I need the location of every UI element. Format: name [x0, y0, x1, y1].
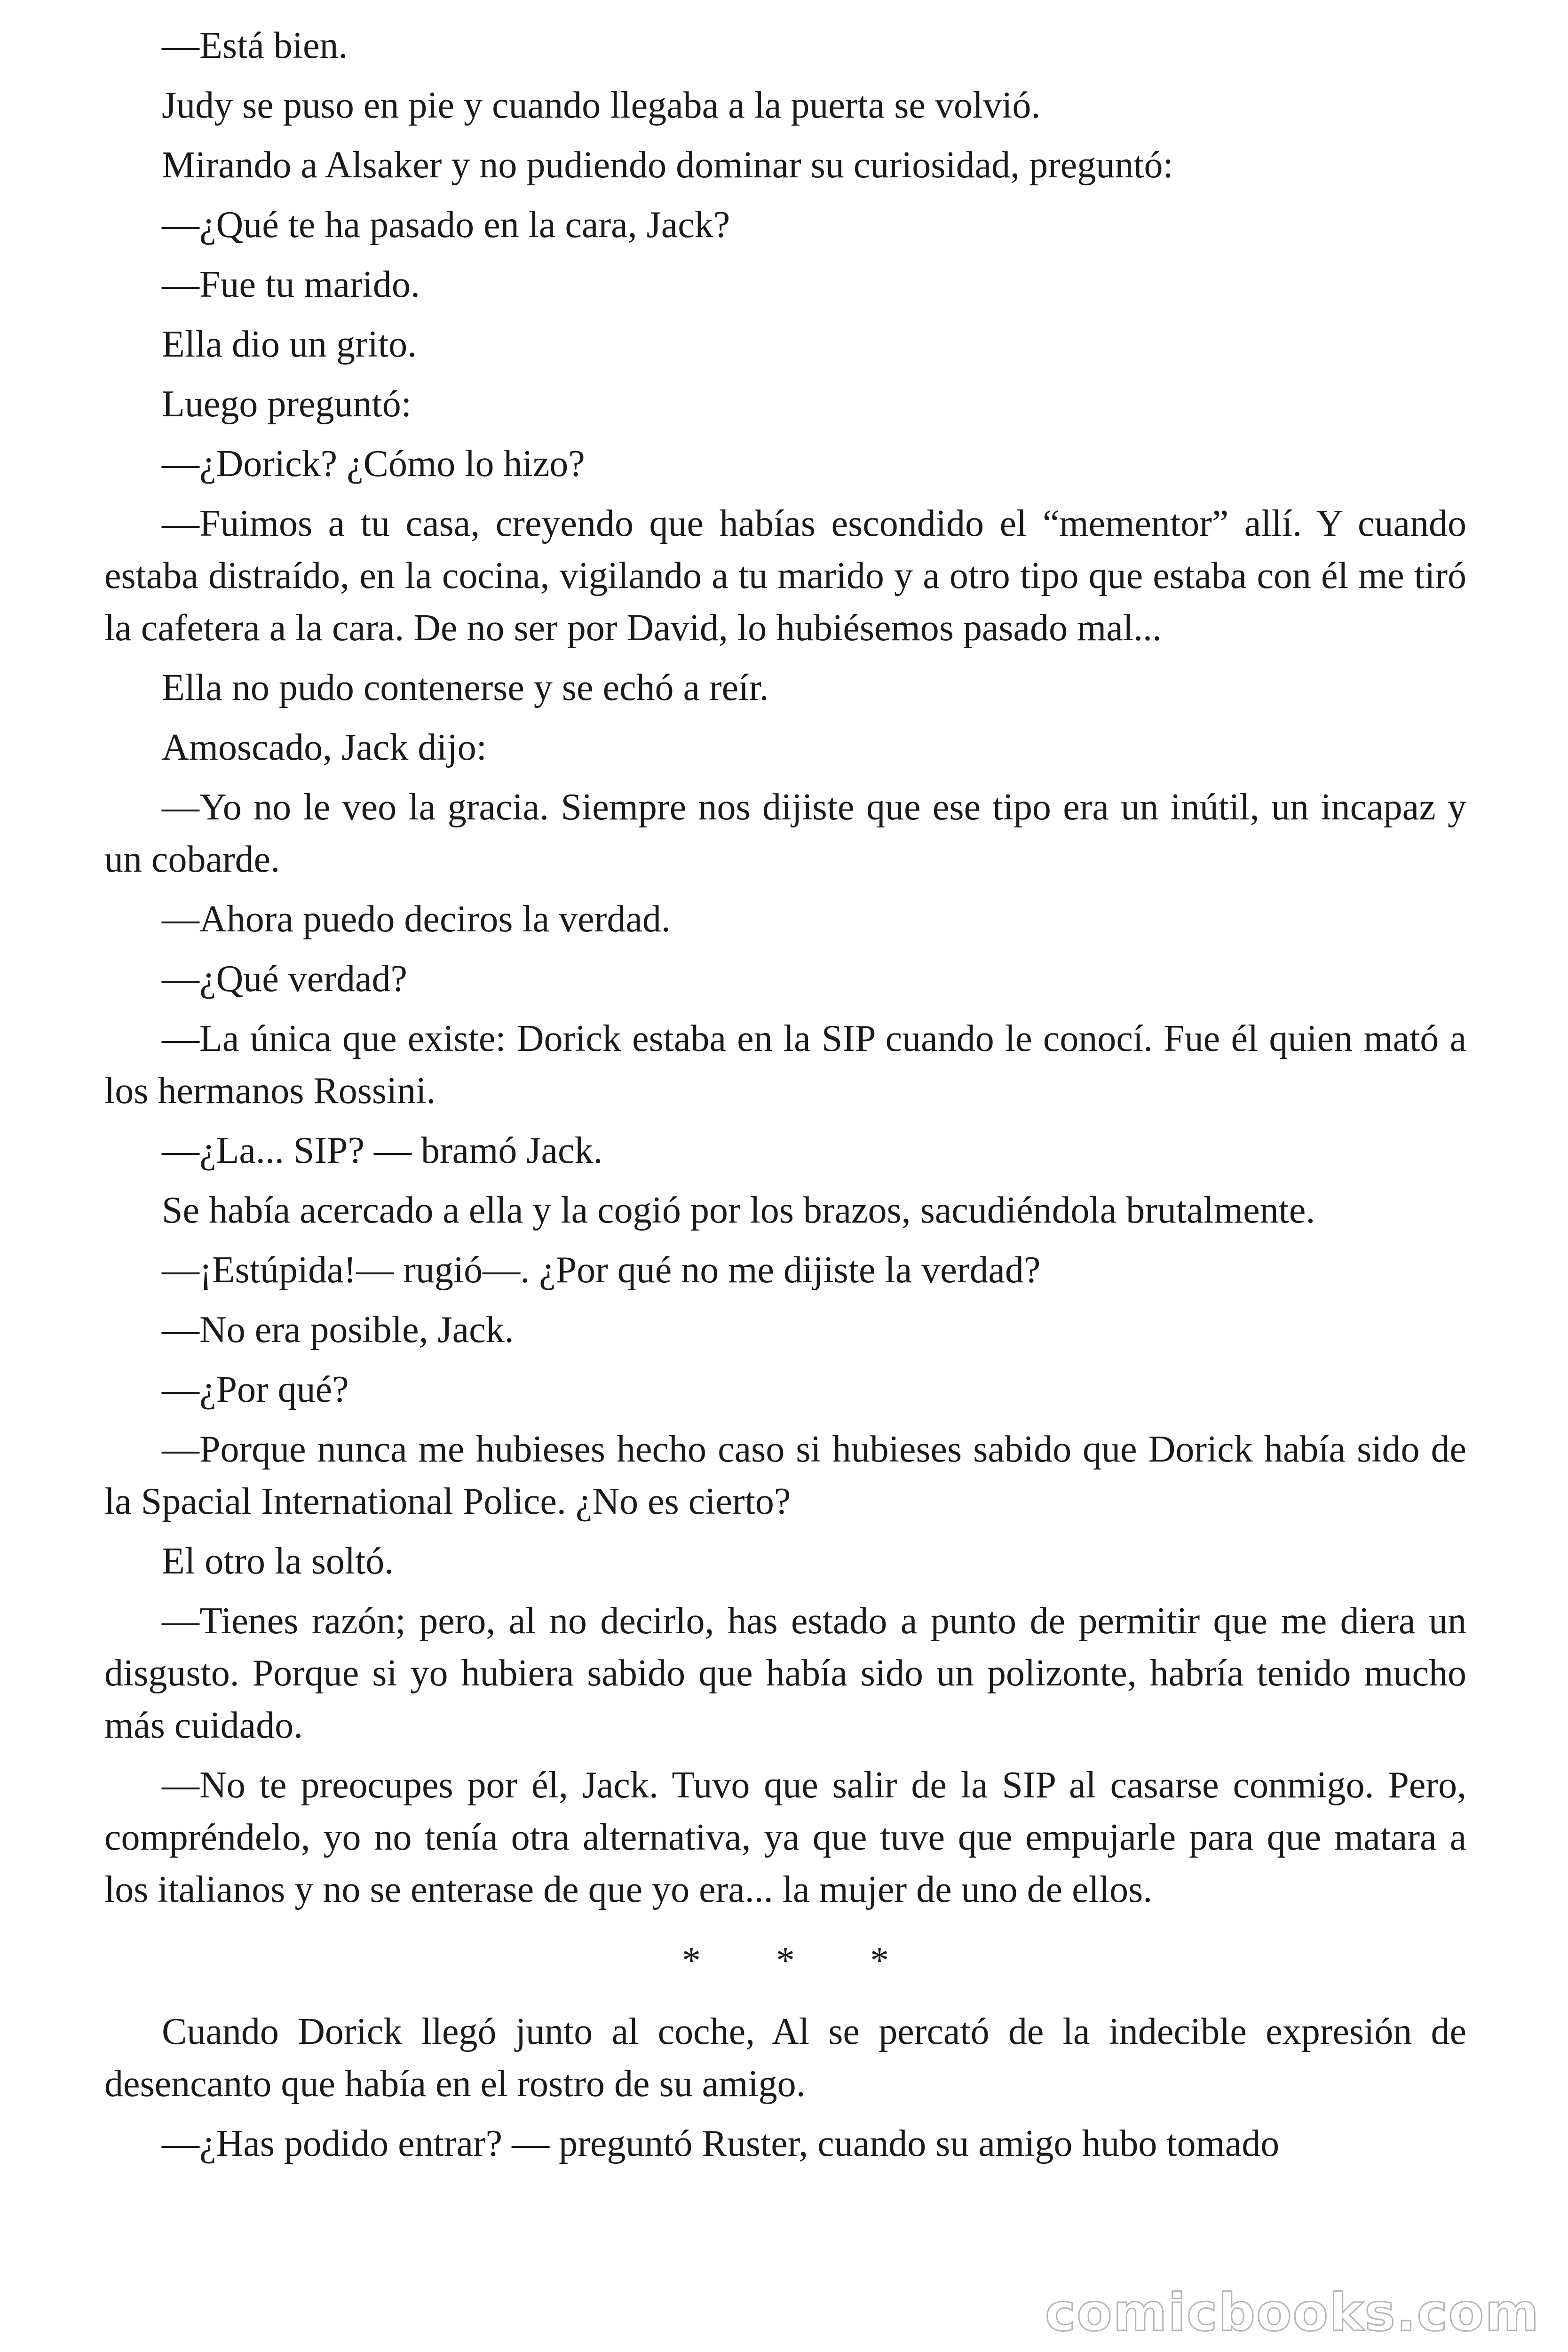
paragraph: —¿Qué te ha pasado en la cara, Jack? — [162, 204, 730, 246]
scene-break — [104, 1935, 1466, 1987]
paragraph: Ella dio un grito. — [162, 324, 417, 365]
scene-break-star: * — [870, 1940, 889, 1981]
paragraph: —¿Por qué? — [162, 1369, 349, 1410]
paragraph: —Está bien. — [162, 25, 348, 66]
paragraph: —¡Estúpida!— rugió—. ¿Por qué no me dijiste la verdad? — [162, 1249, 1041, 1291]
paragraph: —Yo no le veo la gracia. Siempre nos dijiste que ese tipo era un inútil, un incapaz y un cobarde. — [104, 787, 1466, 880]
paragraph: —Ahora puedo deciros la verdad. — [162, 898, 671, 940]
paragraph: —Fue tu marido. — [162, 264, 420, 305]
page-body-continued — [104, 2006, 1466, 2170]
paragraph: —¿Qué verdad? — [162, 958, 407, 1000]
paragraph: —La única que existe: Dorick estaba en la SIP cuando le conocí. Fue él quien mató a los hermanos Rossini. — [104, 1018, 1466, 1112]
paragraph: —No te preocupes por él, Jack. Tuvo que salir de la SIP al casarse conmigo. Pero, compréndelo, yo no tenía otra alternativa, ya que tuve que empujarle para que matara a los italianos y no se enterase de que yo era... la mujer de uno de ellos. — [104, 1764, 1466, 1910]
paragraph: El otro la soltó. — [162, 1541, 394, 1582]
paragraph: —Porque nunca me hubieses hecho caso si hubieses sabido que Dorick había sido de la Spacial International Police. ¿No es cierto? — [104, 1429, 1466, 1522]
paragraph: —¿La... SIP? — bramó Jack. — [162, 1130, 603, 1171]
scene-break-star: * — [682, 1940, 701, 1981]
paragraph: —Tienes razón; pero, al no decirlo, has estado a punto de permitir que me diera un disgusto. Porque si yo hubiera sabido que había sido un polizonte, habría tenido mucho más cuidado. — [104, 1600, 1466, 1746]
paragraph: Mirando a Alsaker y no pudiendo dominar su curiosidad, preguntó: — [162, 144, 1173, 186]
paragraph: —Fuimos a tu casa, creyendo que habías escondido el “mementor” allí. Y cuando estaba distraído, en la cocina, vigilando a tu marido y a otro tipo que estaba con él me tiró la cafetera a la cara. De no ser por David, lo hubiésemos pasado mal... — [104, 503, 1466, 649]
paragraph: Amoscado, Jack dijo: — [162, 727, 487, 768]
paragraph: Ella no pudo contenerse y se echó a reír. — [162, 667, 769, 708]
paragraph: —¿Dorick? ¿Cómo lo hizo? — [162, 443, 585, 485]
paragraph: Se había acercado a ella y la cogió por los brazos, sacudiéndola brutalmente. — [162, 1190, 1315, 1231]
scene-break-star: * — [776, 1940, 795, 1981]
paragraph: Luego preguntó: — [162, 383, 412, 425]
page-body — [104, 20, 1466, 1916]
paragraph: Cuando Dorick llegó junto al coche, Al se percató de la indecible expresión de desencanto que había en el rostro de su amigo. — [104, 2011, 1466, 2105]
paragraph: —¿Has podido entrar? — preguntó Ruster, cuando su amigo hubo tomado — [162, 2123, 1280, 2164]
paragraph: Judy se puso en pie y cuando llegaba a la puerta se volvió. — [162, 85, 1041, 126]
paragraph: —No era posible, Jack. — [162, 1309, 514, 1351]
watermark-logo: comicbooks.com — [1045, 2282, 1540, 2343]
